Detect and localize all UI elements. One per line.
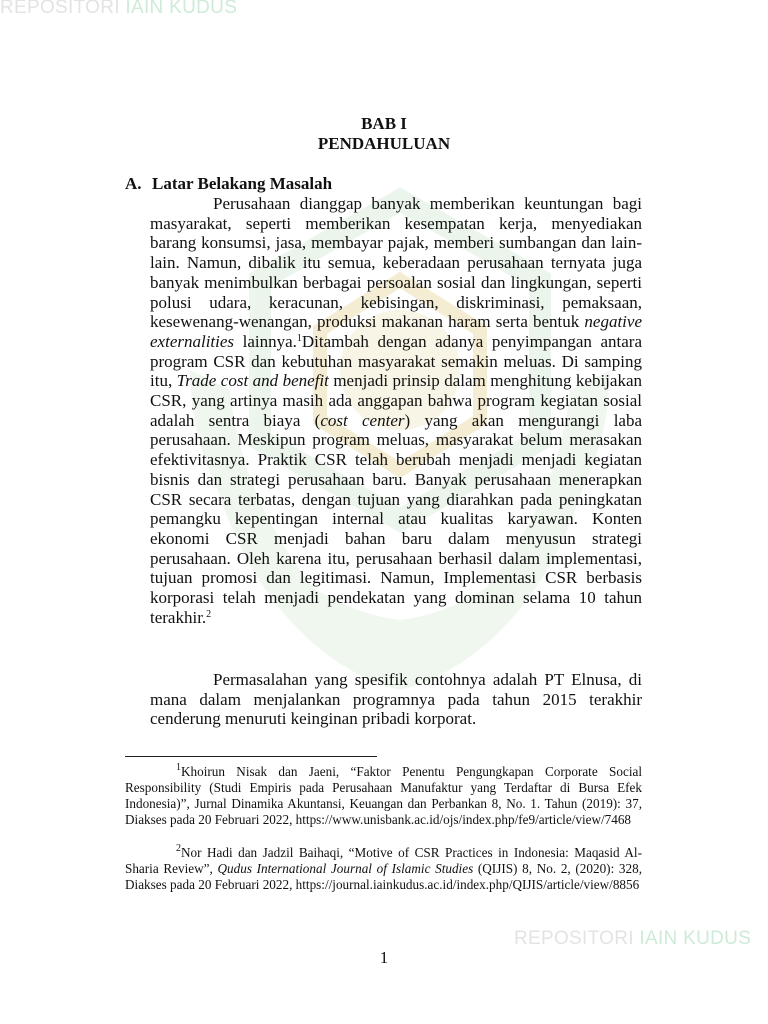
footnote-ref-1: 1 <box>296 332 302 344</box>
body-paragraph-2: Permasalahan yang spesifik contohnya adalah PT Elnusa, di mana dalam menjalankan programnya pada tahun 2015 terakhir cenderung menuruti keinginan pribadi korporat. <box>150 670 642 729</box>
page-number: 1 <box>379 948 389 967</box>
chapter-label: BAB I <box>361 114 407 133</box>
body-paragraph-1: Perusahaan dianggap banyak memberikan keuntungan bagi masyarakat, seperti memberikan kesempatan kerja, menyediakan barang konsumsi, jasa, membayar pajak, memberi sumbangan dan lain-lain. Namun, dibalik itu semua, keberadaan perusahaan ternyata juga banyak menimbulkan berbagai persoalan sosial dan lingkungan, seperti polusi udara, keracunan, kebisingan, diskriminasi, pemaksaan, kesewenang-wenangan, produksi makanan haram serta bentuk negative externalities lainnya.$^1$Ditambah dengan adanya penyimpangan antara program CSR dan kebutuhan masyarakat semakin meluas. Di samping itu, Trade cost and benefit menjadi prinsip dalam menghitung kebijakan CSR, yang artinya masih ada anggapan bahwa program kegiatan sosial adalah sentra biaya (cost center) yang akan mengurangi laba perusahaan. Meskipun program meluas, masyarakat belum merasakan efektivitasnya. Praktik CSR telah berubah menjadi menjadi kegiatan bisnis dan strategi perusahaan baru. Banyak perusahaan menerapkan CSR secara terbatas, dengan tujuan yang diarahkan pada peningkatan pemangku kepentingan internal atau kualitas karyawan. Konten ekonomi CSR menjadi bahan baru dalam menyusun strategi perusahaan. Oleh karena itu, perusahaan berhasil dalam implementasi, tujuan promosi dan legitimasi. Namun, Implementasi CSR berbasis korporasi telah menjadi pendekatan yang dominan selama 10 tahun terakhir.$^2$ <box>150 194 643 627</box>
section-heading <box>125 174 332 194</box>
watermark-bottom: REPOSITORI IAIN KUDUS <box>514 928 752 949</box>
chapter-title: PENDAHULUAN <box>317 134 451 153</box>
footnote-ref-2: 2 <box>206 608 212 620</box>
section-title: Latar Belakang Masalah <box>152 174 333 193</box>
watermark-top: REPOSITORI IAIN KUDUS <box>0 0 238 18</box>
footnote-2: $^2$Nor Hadi dan Jadzil Baihaqi, “Motive of CSR Practices in Indonesia: Maqasid Al-Sharia Review”, Qudus International Journal of Islamic Studies (QIJIS) 8, No. 2, (2020): 328, Diakses pada 20 Februari 2022, https://journal.iainkudus.ac.id/index.php/QIJIS/article/view/8856 <box>125 843 643 892</box>
footnote-divider <box>125 756 377 757</box>
footnote-1: $^1$Khoirun Nisak dan Jaeni, “Faktor Penentu Pengungkapan Corporate Social Responsibility (Studi Empiris pada Perusahaan Manufaktur yang Terdaftar di Bursa Efek Indonesia)”, Jurnal Dinamika Akuntansi, Keuangan dan Perbankan 8, No. 1. Tahun (2019): 37, Diakses pada 20 Februari 2022, https://www.unisbank.ac.id/ojs/index.php/fe9/article/view/7468 <box>125 762 642 827</box>
section-letter: A. <box>125 174 142 193</box>
